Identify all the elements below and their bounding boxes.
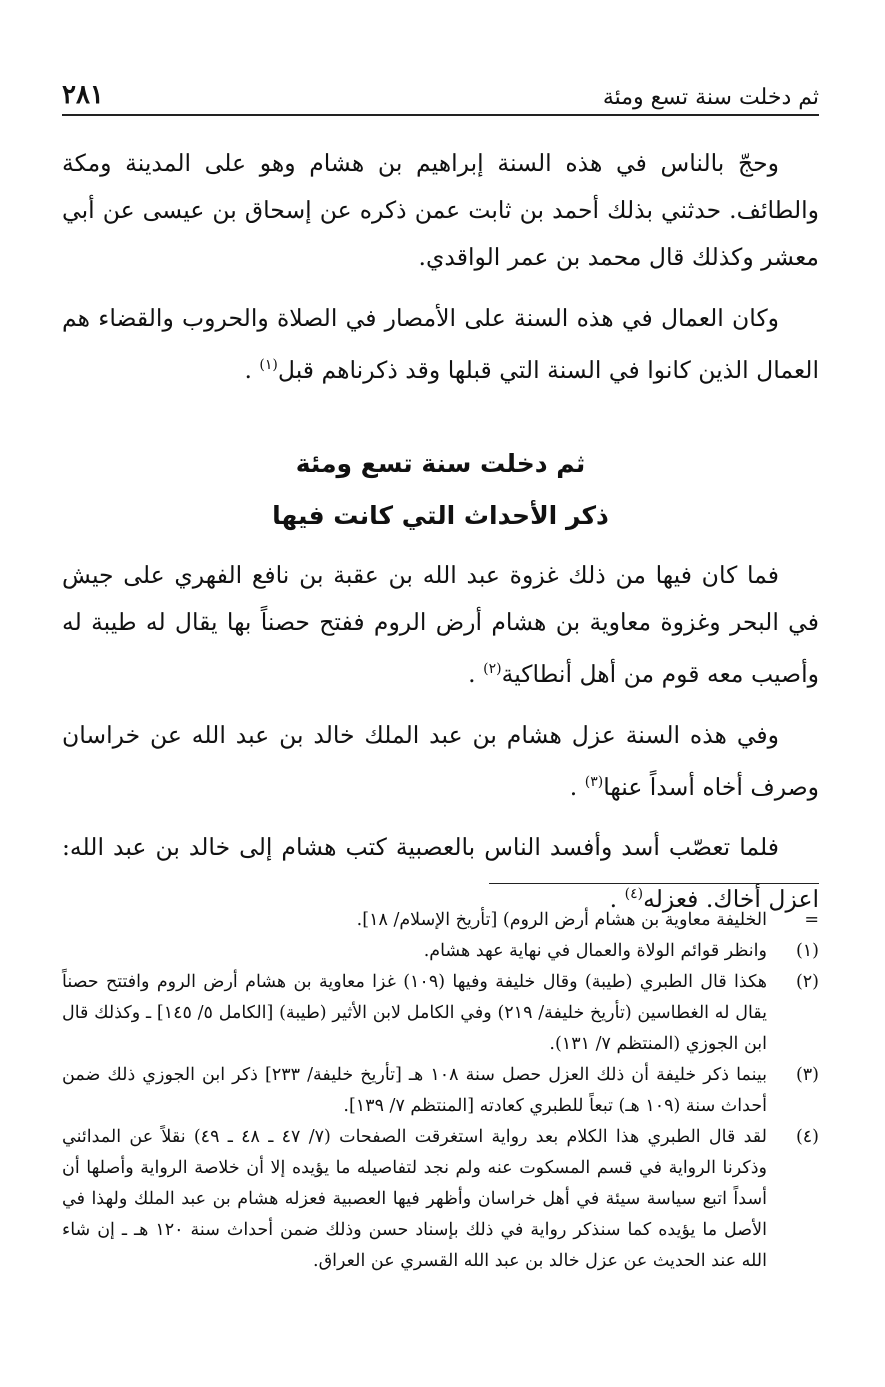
footnote-text: بينما ذكر خليفة أن ذلك العزل حصل سنة ١٠٨ هـ [تأريخ خليفة/ ٢٣٣] ذكر ابن الجوزي ذلك ضمن أحداث سنة (١٠٩ هـ) تبعاً للطبري كعادته [المنتظم ٧/ ١٣٩]. [62, 1065, 767, 1116]
section-heading: ثم دخلت سنة تسع ومئة [295, 448, 586, 478]
footnote-mark: (٣) [795, 1065, 819, 1085]
paragraph-2-end: . [244, 355, 252, 384]
footnote-3 [62, 1060, 819, 1122]
footnote-ref-2: (٢) [483, 660, 502, 677]
paragraph-2-text: وكان العمال في هذه السنة على الأمصار في الصلاة والحروب والقضاء هم العمال الذين كانوا في السنة التي قبلها وقد ذكرناهم قبل [62, 304, 819, 384]
paragraph-3-end: . [468, 659, 476, 688]
footnote-1 [62, 936, 819, 967]
footnote-mark: (١) [795, 941, 819, 961]
section-subheading: ذكر الأحداث التي كانت فيها [272, 500, 609, 530]
footnote-4 [62, 1122, 819, 1277]
running-title: ثم دخلت سنة تسع ومئة [602, 85, 819, 110]
paragraph-1: وحجّ بالناس في هذه السنة إبراهيم بن هشام وهو على المدينة ومكة والطائف. حدثني بذلك أحمد بن ثابت عمن ذكره عن إسحاق بن عيسى عن أبي معشر وكذلك قال محمد بن عمر الواقدي. [62, 149, 819, 271]
footnote-text: وانظر قوائم الولاة والعمال في نهاية عهد هشام. [423, 941, 767, 961]
footnote-text: لقد قال الطبري هذا الكلام بعد رواية استغرقت الصفحات (٧/ ٤٧ ـ ٤٨ ـ ٤٩) نقلاً عن المدائني وذكرنا الرواية في قسم المسكوت عنه ولم نجد لتفاصيله ما يؤيده إلا أن خلاصة الرواية وأصلها أن أسداً اتبع سياسة سيئة في أهل خراسان وأظهر فيها العصبية فعزله هشام بن عبد الملك ولهذا في الأصل ما يؤيده كما سنذكر رواية في ذلك بإسناد حسن وذلك ضمن أحداث سنة ١٢٠ هـ ـ إن شاء الله عند الحديث عن عزل خالد بن عبد الله القسري عن العراق. [62, 1127, 768, 1271]
paragraph-4 [62, 712, 819, 811]
page-number: ٢٨١ [62, 80, 104, 110]
paragraph-2 [62, 295, 819, 394]
main-text [62, 140, 819, 937]
footnote-mark: = [804, 910, 819, 930]
footnote-ref-4: (٤) [624, 886, 644, 903]
footnote-ref-1: (١) [259, 357, 278, 373]
footnote-mark: (٢) [795, 972, 819, 992]
paragraph-3 [62, 552, 819, 698]
paragraph-3-text: فما كان فيها من ذلك غزوة عبد الله بن عقبة بن نافع الفهري على جيش في البحر وغزوة معاوية بن هشام أرض الروم ففتح حصناً بها يقال له طيبة له وأصيب معه قوم من أهل أنطاكية [62, 560, 819, 688]
footnotes [62, 905, 819, 1277]
paragraph-4-end: . [569, 772, 578, 801]
footnote-ref-3: (٣) [584, 773, 604, 790]
footnote-mark: (٤) [795, 1127, 819, 1147]
running-header [62, 70, 819, 116]
paragraph-5-text: فلما تعصّب أسد وأفسد الناس بالعصبية كتب هشام إلى خالد بن عبد الله: اعزل أخاك. فعزله [62, 833, 819, 914]
footnote-continued [62, 905, 819, 936]
footnote-2 [62, 967, 819, 1060]
paragraph-5-end: . [609, 885, 618, 914]
footnote-text: الخليفة معاوية بن هشام أرض الروم) [تأريخ الإسلام/ ١٨]. [356, 910, 767, 930]
footnote-text: هكذا قال الطبري (طيبة) وقال خليفة وفيها (١٠٩) غزا معاوية بن هشام أرض الروم وافتتح حصناً يقال له الغطاسين (تأريخ خليفة/ ٢١٩) وفي الكامل لابن الأثير (طيبة) [الكامل ٥/ ١٤٥] ـ وكذلك قال ابن الجوزي (المنتظم ٧/ ١٣١). [62, 972, 767, 1054]
footnote-separator [489, 883, 819, 884]
paragraph-4-text: وفي هذه السنة عزل هشام بن عبد الملك خالد بن عبد الله عن خراسان وصرف أخاه أسداً عنها [62, 720, 819, 801]
